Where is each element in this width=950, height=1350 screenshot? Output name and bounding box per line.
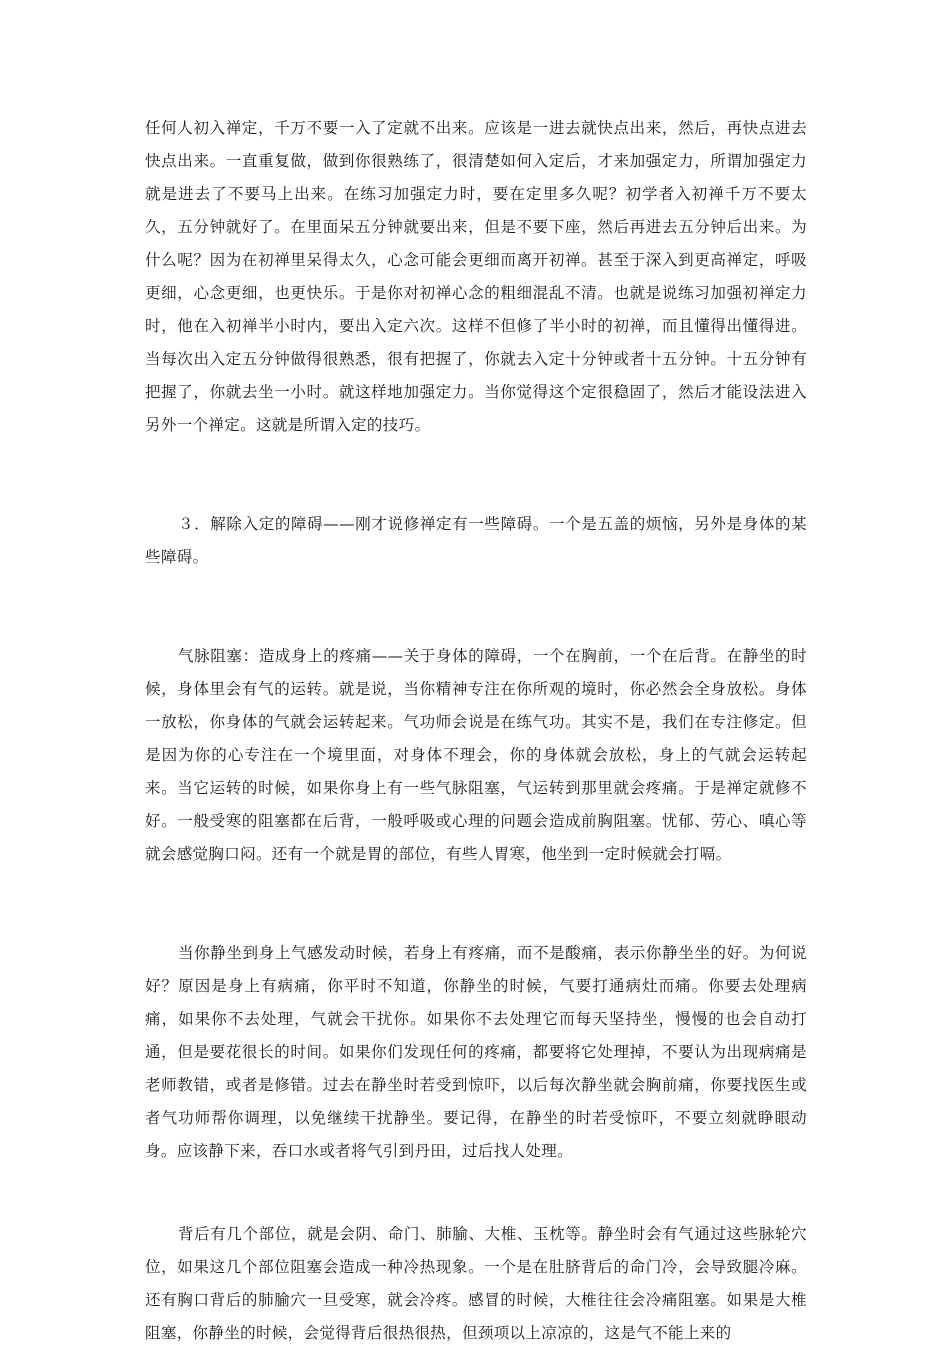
paragraph-pain-during-meditation: 当你静坐到身上气感发动时候，若身上有疼痛，而不是酸痛，表示你静坐坐的好。为何说好？原因是身上有病痛，你平时不知道，你静坐的时候，气要打通病灶而痛。你要去处理病痛，如果你不去处理，气就会干扰你。如果你不去处理它而每天坚持坐，慢慢的也会自动打通，但是要花很长的时间。如果你们发现任何的疼痛，都要将它处理掉，不要认为出现病痛是老师教错，或者是修错。过去在静坐时若受到惊吓，以后每次静坐就会胸前痛，你要找医生或者气功师帮你调理，以免继续干扰静坐。要记得，在静坐的时若受惊吓，不要立刻就睁眼动身。应该静下来，吞口水或者将气引到丹田，过后找人处理。 bbox=[145, 944, 807, 1160]
paragraph-spacer bbox=[145, 442, 807, 508]
paragraph-spacer bbox=[145, 871, 807, 937]
document-page bbox=[145, 112, 807, 1350]
paragraph-spacer bbox=[145, 574, 807, 640]
paragraph-qi-channel-blockage: 气脉阻塞：造成身上的疼痛——关于身体的障碍，一个在胸前，一个在后背。在静坐的时候，身体里会有气的运转。就是说，当你精神专注在你所观的境时，你必然会全身放松。身体一放松，你身体的气就会运转起来。气功师会说是在练气功。其实不是，我们在专注修定。但是因为你的心专注在一个境里面，对身体不理会，你的身体就会放松，身上的气就会运转起来。当它运转的时候，如果你身上有一些气脉阻塞，气运转到那里就会疼痛。于是禅定就修不好。一般受寒的阻塞都在后背，一般呼吸或心理的问题会造成前胸阻塞。忧郁、劳心、嗔心等就会感觉胸口闷。还有一个就是胃的部位，有些人胃寒，他坐到一定时候就会打嗝。 bbox=[145, 647, 807, 863]
paragraph-removing-obstacles: ３．解除入定的障碍——刚才说修禅定有一些障碍。一个是五盖的烦恼，另外是身体的某些障碍。 bbox=[145, 515, 807, 566]
paragraph-back-acupoints: 背后有几个部位，就是会阴、命门、肺腧、大椎、玉枕等。静坐时会有气通过这些脉轮穴位，如果这几个部位阻塞会造成一种冷热现象。一个是在肚脐背后的命门冷，会导致腿冷麻。还有胸口背后的肺腧穴一旦受寒，就会冷疼。感冒的时候，大椎往往会冷痛阻塞。如果是大椎阻塞，你静坐的时候，会觉得背后很热很热，但颈项以上凉凉的，这是气不能上来的 bbox=[145, 1225, 807, 1342]
paragraph-spacer bbox=[145, 1168, 807, 1218]
paragraph-entering-dhyana: 任何人初入禅定，千万不要一入了定就不出来。应该是一进去就快点出来，然后，再快点进去快点出来。一直重复做，做到你很熟练了，很清楚如何入定后，才来加强定力，所谓加强定力就是进去了不要马上出来。在练习加强定力时，要在定里多久呢？初学者入初禅千万不要太久，五分钟就好了。在里面呆五分钟就要出来，但是不要下座，然后再进去五分钟后出来。为什么呢？因为在初禅里呆得太久，心念可能会更细而离开初禅。甚至于深入到更高禅定，呼吸更细，心念更细，也更快乐。于是你对初禅心念的粗细混乱不清。也就是说练习加强初禅定力时，他在入初禅半小时内，要出入定六次。这样不但修了半小时的初禅，而且懂得出懂得进。当每次出入定五分钟做得很熟悉，很有把握了，你就去入定十分钟或者十五分钟。十五分钟有把握了，你就去坐一小时。就这样地加强定力。当你觉得这个定很稳固了，然后才能设法进入另外一个禅定。这就是所谓入定的技巧。 bbox=[145, 119, 807, 434]
